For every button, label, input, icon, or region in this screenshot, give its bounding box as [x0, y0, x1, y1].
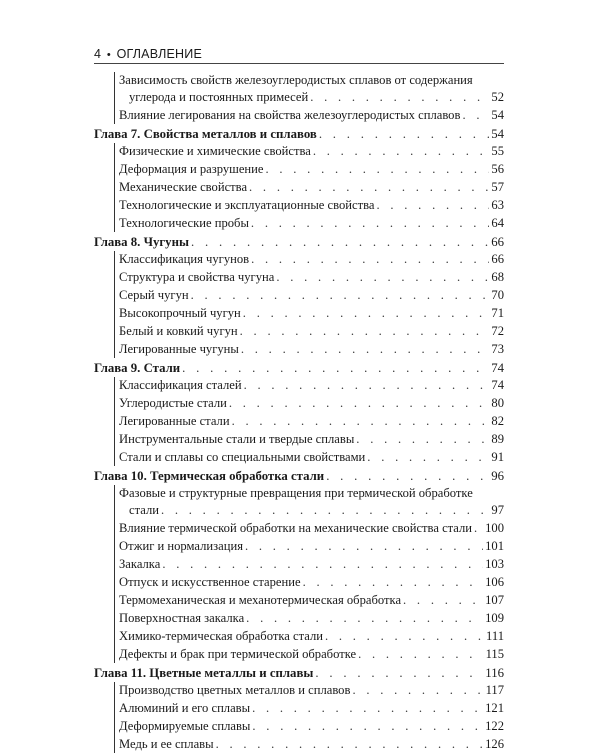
toc-item-title: Физические и химические свойства	[119, 144, 311, 158]
toc-item-title: Производство цветных металлов и сплавов	[119, 683, 351, 697]
toc-page-number: 54	[491, 108, 504, 122]
toc-item-title: Деформируемые сплавы	[119, 719, 251, 733]
toc-item[interactable]	[119, 323, 504, 340]
toc-page-number: 63	[491, 198, 504, 212]
toc-item-title: Отжиг и нормализация	[119, 539, 243, 553]
leader-dots	[317, 126, 489, 143]
toc-item-title-line2: углерода и постоянных примесей	[129, 90, 309, 104]
toc-item-title: Структура и свойства чугуна	[119, 270, 275, 284]
header-rule	[94, 63, 504, 64]
chapter-page-number: 96	[491, 469, 504, 483]
toc-page-number: 89	[491, 432, 504, 446]
toc-page-number: 101	[485, 539, 504, 553]
toc-page-number: 122	[485, 719, 504, 733]
leader-dots	[250, 718, 483, 735]
toc-page-number: 56	[491, 162, 504, 176]
toc-item[interactable]	[119, 287, 504, 304]
toc-page-number: 97	[491, 503, 504, 517]
toc-item[interactable]	[119, 736, 504, 753]
toc-item-title: Легированные стали	[119, 414, 230, 428]
toc-item[interactable]	[119, 269, 504, 286]
toc-item[interactable]	[119, 395, 504, 412]
chapter-title: Глава 11. Цветные металлы и сплавы	[94, 666, 314, 680]
leader-dots	[301, 574, 484, 591]
toc-page-number: 107	[485, 593, 504, 607]
toc-page-number: 106	[485, 575, 504, 589]
leader-dots	[401, 592, 483, 609]
toc-item-title: Термомеханическая и механотермическая обработка	[119, 593, 402, 607]
toc-item-title: Деформация и разрушение	[119, 162, 264, 176]
toc-page-number: 55	[491, 144, 504, 158]
running-head	[94, 47, 202, 61]
toc-page-number: 57	[491, 180, 504, 194]
chapter-title: Глава 10. Термическая обработка стали	[94, 469, 325, 483]
toc-item-title: Технологические и эксплуатационные свойства	[119, 198, 375, 212]
toc-item[interactable]	[119, 520, 504, 537]
table-of-contents	[94, 70, 504, 754]
toc-page-number: 80	[491, 396, 504, 410]
leader-dots	[460, 107, 489, 124]
toc-item[interactable]	[119, 179, 504, 196]
toc-item[interactable]	[119, 107, 504, 124]
leader-dots	[274, 269, 489, 286]
toc-item[interactable]	[119, 305, 504, 322]
toc-section-chapter-11	[114, 682, 504, 753]
leader-dots	[247, 179, 489, 196]
chapter-title: Глава 8. Чугуны	[94, 235, 189, 249]
toc-item-title: Отпуск и искусственное старение	[119, 575, 301, 589]
toc-item-title-line2: стали	[129, 503, 159, 517]
toc-chapter-11[interactable]	[94, 665, 504, 682]
toc-page-number: 82	[491, 414, 504, 428]
toc-item-title-line1: Зависимость свойств железоуглеродистых сплавов от содержания	[119, 73, 473, 87]
leader-dots	[250, 700, 483, 717]
leader-dots	[241, 305, 490, 322]
toc-page-number: 111	[486, 629, 504, 643]
toc-item[interactable]	[119, 449, 504, 466]
toc-item[interactable]	[119, 718, 504, 735]
toc-page-number: 91	[491, 450, 504, 464]
toc-page-number: 73	[491, 342, 504, 356]
toc-section-chapter-8	[114, 251, 504, 358]
toc-item-title: Влияние термической обработки на механические свойства стали	[119, 521, 473, 535]
toc-item-title-line1: Фазовые и структурные превращения при термической обработке	[119, 486, 473, 500]
toc-item[interactable]	[119, 413, 504, 430]
toc-page-number: 117	[485, 683, 504, 697]
toc-page-number: 64	[491, 216, 504, 230]
leader-dots	[308, 89, 489, 106]
leader-dots	[244, 610, 483, 627]
toc-item[interactable]	[119, 215, 504, 232]
toc-page-number: 103	[485, 557, 504, 571]
toc-item-title: Химико-термическая обработка стали	[119, 629, 323, 643]
toc-chapter-7[interactable]	[94, 126, 504, 143]
toc-item[interactable]	[119, 341, 504, 358]
leader-dots	[324, 468, 489, 485]
toc-item-title: Технологические пробы	[119, 216, 249, 230]
toc-item-title: Классификация чугунов	[119, 252, 250, 266]
leader-dots	[249, 215, 489, 232]
chapter-title: Глава 7. Свойства металлов и сплавов	[94, 127, 317, 141]
toc-item[interactable]	[119, 574, 504, 591]
toc-page-number: 121	[485, 701, 504, 715]
toc-item-title: Серый чугун	[119, 288, 189, 302]
toc-item-title: Стали и сплавы со специальными свойствами	[119, 450, 366, 464]
toc-page-number: 115	[485, 647, 504, 661]
toc-item[interactable]	[119, 161, 504, 178]
toc-item[interactable]	[119, 628, 504, 645]
toc-item-title: Легированные чугуны	[119, 342, 239, 356]
leader-dots	[249, 251, 489, 268]
toc-section-chapter-7	[114, 143, 504, 232]
header-bullet: •	[106, 49, 111, 61]
toc-item[interactable]	[119, 485, 504, 519]
toc-item-title: Дефекты и брак при термической обработке	[119, 647, 357, 661]
leader-dots	[239, 341, 490, 358]
toc-item-title: Закалка	[119, 557, 161, 571]
toc-item[interactable]	[119, 431, 504, 448]
toc-item[interactable]	[119, 538, 504, 555]
leader-dots	[356, 646, 483, 663]
chapter-page-number: 116	[485, 666, 504, 680]
leader-dots	[214, 736, 484, 753]
leader-dots	[230, 413, 490, 430]
leader-dots	[313, 665, 483, 682]
toc-item-title: Инструментальные стали и твердые сплавы	[119, 432, 355, 446]
toc-chapter-9[interactable]	[94, 360, 504, 377]
toc-item[interactable]	[119, 700, 504, 717]
leader-dots	[180, 360, 489, 377]
toc-item[interactable]	[119, 682, 504, 699]
toc-item-title: Углеродистые стали	[119, 396, 227, 410]
toc-item-title: Механические свойства	[119, 180, 248, 194]
toc-item-title: Поверхностная закалка	[119, 611, 245, 625]
toc-item-title: Алюминий и его сплавы	[119, 701, 251, 715]
toc-page-number: 68	[491, 270, 504, 284]
toc-page-number: 126	[485, 737, 504, 751]
leader-dots	[242, 377, 490, 394]
leader-dots	[354, 431, 489, 448]
toc-page-number: 52	[491, 90, 504, 104]
leader-dots	[365, 449, 489, 466]
leader-dots	[238, 323, 490, 340]
toc-chapter-10[interactable]	[94, 468, 504, 485]
toc-page-number: 109	[485, 611, 504, 625]
leader-dots	[374, 197, 489, 214]
toc-chapter-8[interactable]	[94, 234, 504, 251]
toc-page-number: 72	[491, 324, 504, 338]
toc-section-chapter-9	[114, 377, 504, 466]
leader-dots	[323, 628, 484, 645]
toc-page-number: 66	[491, 252, 504, 266]
page-header	[94, 46, 504, 64]
toc-item[interactable]	[119, 610, 504, 627]
toc-item[interactable]	[119, 143, 504, 160]
leader-dots	[243, 538, 483, 555]
toc-page-number: 70	[491, 288, 504, 302]
toc-item[interactable]	[119, 646, 504, 663]
chapter-page-number: 74	[491, 361, 504, 375]
toc-item[interactable]	[119, 592, 504, 609]
leader-dots	[189, 234, 489, 251]
toc-item[interactable]	[119, 377, 504, 394]
leader-dots	[159, 502, 489, 519]
toc-page-number: 71	[491, 306, 504, 320]
toc-page-number: 100	[485, 521, 504, 535]
leader-dots	[189, 287, 490, 304]
toc-item-title: Классификация сталей	[119, 378, 242, 392]
chapter-page-number: 54	[491, 127, 504, 141]
toc-section-prev	[114, 72, 504, 124]
toc-item[interactable]	[119, 251, 504, 268]
leader-dots	[263, 161, 489, 178]
leader-dots	[350, 682, 483, 699]
page-number: 4	[94, 47, 102, 61]
toc-page-number: 74	[491, 378, 504, 392]
leader-dots	[311, 143, 490, 160]
toc-item[interactable]	[119, 72, 504, 106]
header-title: ОГЛАВЛЕНИЕ	[116, 47, 203, 61]
toc-item[interactable]	[119, 197, 504, 214]
leader-dots	[160, 556, 483, 573]
chapter-title: Глава 9. Стали	[94, 361, 181, 375]
chapter-page-number: 66	[491, 235, 504, 249]
toc-item-title: Высокопрочный чугун	[119, 306, 241, 320]
toc-item-title: Влияние легирования на свойства железоуглеродистых сплавов	[119, 108, 461, 122]
toc-item-title: Медь и ее сплавы	[119, 737, 214, 751]
leader-dots	[227, 395, 490, 412]
leader-dots	[472, 520, 483, 537]
toc-section-chapter-10	[114, 485, 504, 663]
toc-item[interactable]	[119, 556, 504, 573]
toc-item-title: Белый и ковкий чугун	[119, 324, 238, 338]
